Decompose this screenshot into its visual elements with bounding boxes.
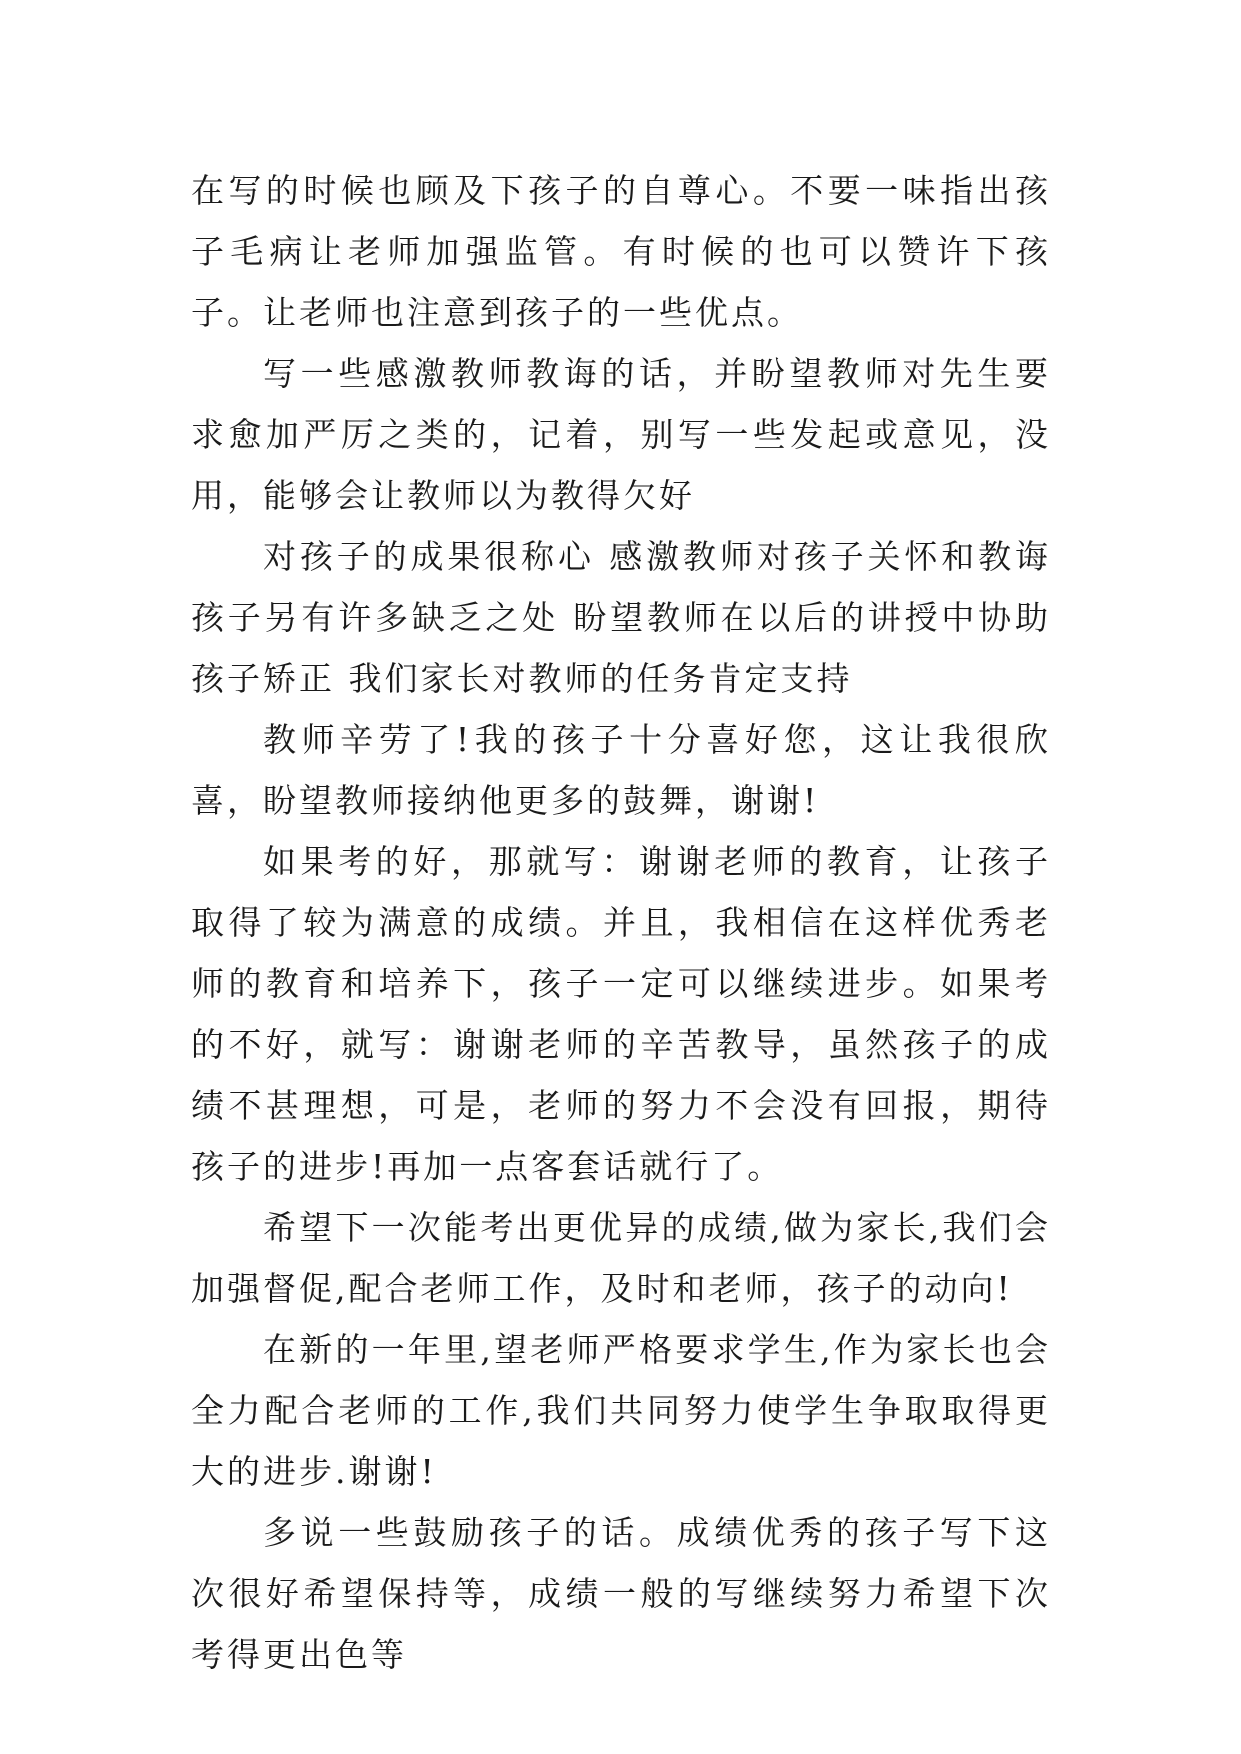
paragraph-2: 写一些感激教师教诲的话，并盼望教师对先生要求愈加严厉之类的，记着，别写一些发起或意见，没用，能够会让教师以为教得欠好: [191, 354, 1051, 515]
paragraph-1: 在写的时候也顾及下孩子的自尊心。不要一味指出孩子毛病让老师加强监管。有时候的也可以赞许下孩子。让老师也注意到孩子的一些优点。: [191, 171, 1051, 332]
paragraph-5: 如果考的好，那就写：谢谢老师的教育，让孩子取得了较为满意的成绩。并且，我相信在这样优秀老师的教育和培养下，孩子一定可以继续进步。如果考的不好，就写：谢谢老师的辛苦教导，虽然孩子的成绩不甚理想，可是，老师的努力不会没有回报，期待孩子的进步!再加一点客套话就行了。: [191, 842, 1051, 1186]
document-body: [191, 160, 1051, 1685]
paragraph-4: 教师辛劳了!我的孩子十分喜好您，这让我很欣喜，盼望教师接纳他更多的鼓舞，谢谢!: [191, 720, 1051, 820]
paragraph-3: 对孩子的成果很称心 感激教师对孩子关怀和教诲 孩子另有许多缺乏之处 盼望教师在以后的讲授中协助孩子矫正 我们家长对教师的任务肯定支持: [191, 537, 1051, 698]
paragraph-7: 在新的一年里,望老师严格要求学生,作为家长也会全力配合老师的工作,我们共同努力使学生争取取得更大的进步.谢谢!: [191, 1330, 1051, 1491]
paragraph-8: 多说一些鼓励孩子的话。成绩优秀的孩子写下这次很好希望保持等，成绩一般的写继续努力希望下次考得更出色等: [191, 1513, 1051, 1674]
paragraph-6: 希望下一次能考出更优异的成绩,做为家长,我们会加强督促,配合老师工作，及时和老师，孩子的动向!: [191, 1208, 1051, 1308]
